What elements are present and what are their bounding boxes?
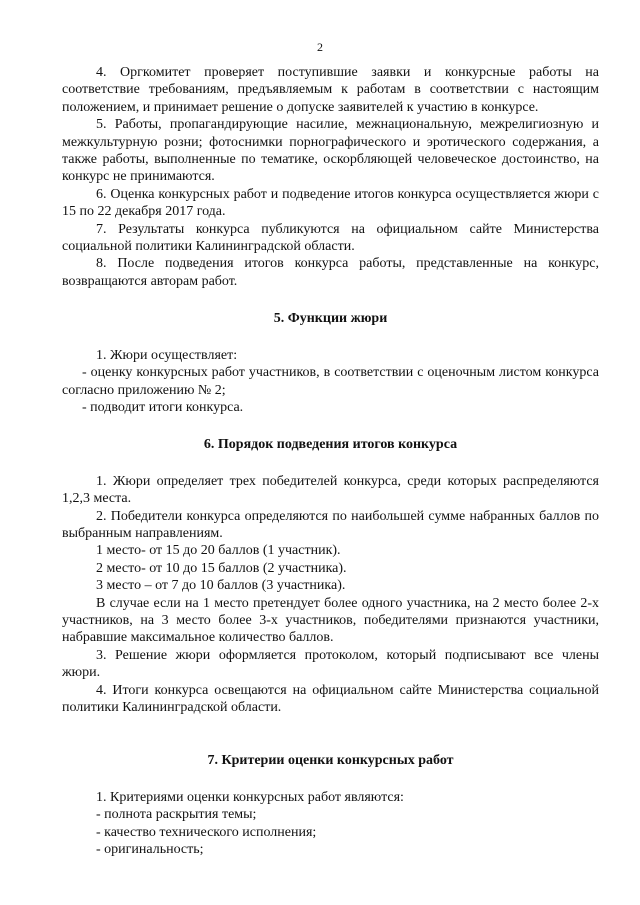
section-6-p4: 3. Решение жюри оформляется протоколом, который подписывают все члены жюри. [62, 647, 599, 681]
section-5-item-1: - оценку конкурсных работ участников, в соответствии с оценочным листом конкурса согласно приложению № 2; [62, 365, 599, 398]
section-5-item-2: - подводит итоги конкурса. [82, 399, 244, 415]
paragraph-4-8: 8. После подведения итогов конкурса работы, представленные на конкурс, возвращаются авторам работ. [62, 256, 599, 289]
section-6-p1: 1. Жюри определяет трех победителей конкурса, среди которых распределяются 1,2,3 места. [62, 473, 599, 507]
section-5-intro: 1. Жюри осуществляет: [96, 347, 238, 363]
paragraph-4-6: 6. Оценка конкурсных работ и подведение итогов конкурса осуществляется жюри с 15 по 22 декабря 2017 года. [62, 186, 599, 220]
section-5-heading: 5. Функции жюри [273, 311, 388, 327]
section-6-p3: В случае если на 1 место претендует более одного участника, на 2 место более 2-х участников, на 3 место более 3-х участников, победителями признаются участники, набравшие максимальное количество баллов. [62, 595, 599, 646]
section-6-place-3: 3 место – от 7 до 10 баллов (3 участника). [96, 578, 346, 594]
section-6-p5: 4. Итоги конкурса освещаются на официальном сайте Министерства социальной политики Калининградской области. [62, 682, 599, 715]
criteria-item: - качество технического исполнения; [96, 824, 317, 840]
section-6-place-1: 1 место- от 15 до 20 баллов (1 участник). [96, 543, 341, 559]
section-7-intro: 1. Критериями оценки конкурсных работ являются: [96, 789, 404, 805]
paragraph-4-5: 5. Работы, пропагандирующие насилие, межнациональную, межрелигиозную и межкультурную розни; фотоснимки порнографического и эротического содержания, а также работы, выполненные по тематике, оскорбляющей человеческое достоинство, на конкурс не принимаются. [62, 117, 599, 185]
criteria-item: - полнота раскрытия темы; [96, 807, 257, 823]
section-7-heading: 7. Критерии оценки конкурсных работ [207, 753, 454, 769]
section-6-heading: 6. Порядок подведения итогов конкурса [203, 437, 458, 453]
paragraph-4-4: 4. Оргкомитет проверяет поступившие заявки и конкурсные работы на соответствие требованиям, предъявляемым к работам в соответствии с настоящим положением, и принимает решение о допуске заявителей к участию в конкурсе. [62, 65, 599, 115]
document-body [62, 64, 599, 858]
paragraph-4-7: 7. Результаты конкурса публикуются на официальном сайте Министерства социальной политики Калининградской области. [62, 221, 599, 255]
page-number: 2 [317, 40, 323, 54]
section-6-place-2: 2 место- от 10 до 15 баллов (2 участника). [96, 560, 347, 576]
criteria-item: - оригинальность; [96, 842, 204, 858]
section-6-p2: 2. Победители конкурса определяются по наибольшей сумме набранных баллов по выбранным направлениям. [62, 508, 599, 541]
